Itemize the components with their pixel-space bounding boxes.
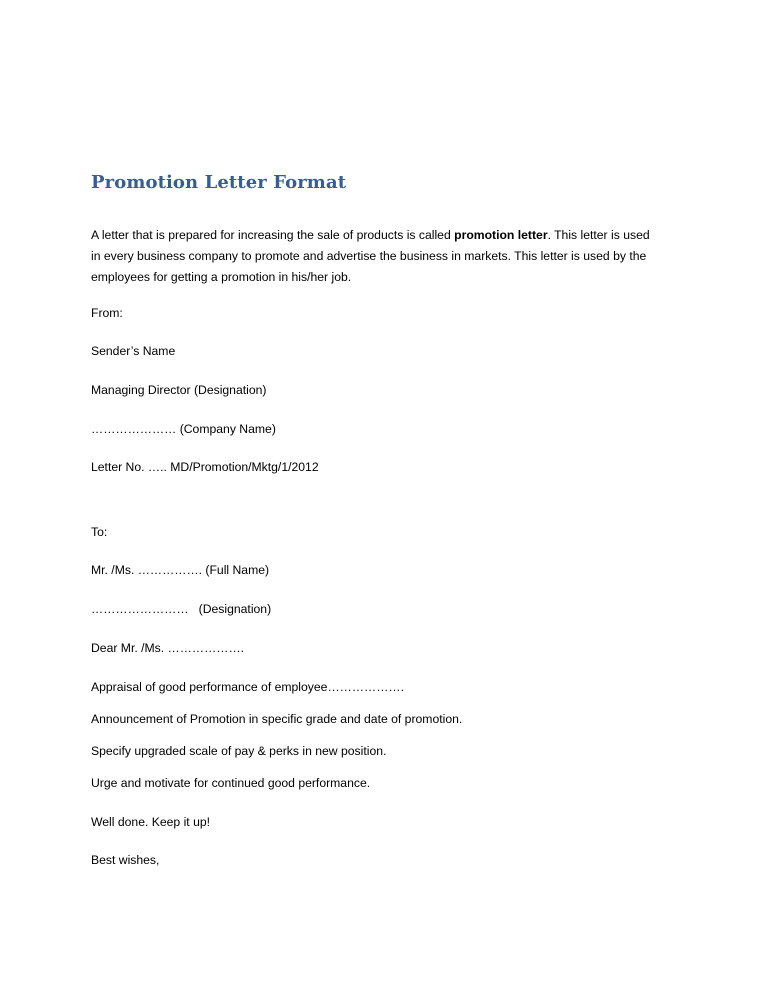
recipient-name: Mr. /Ms. ……………. (Full Name)	[91, 563, 270, 577]
sender-name: Sender’s Name	[91, 344, 176, 358]
sender-designation: Managing Director (Designation)	[91, 383, 267, 397]
letter-number: Letter No. ….. MD/Promotion/Mktg/1/2012	[91, 460, 319, 474]
to-label: To:	[91, 525, 108, 539]
intro-paragraph	[91, 225, 681, 288]
sign-off: Best wishes,	[91, 853, 160, 867]
intro-text: . This letter is used	[547, 228, 650, 242]
company-name: ………………… (Company Name)	[91, 422, 276, 436]
intro-line-3: employees for getting a promotion in his/her job.	[91, 270, 352, 284]
body-line: Appraisal of good performance of employee……………….	[91, 680, 404, 694]
from-label: From:	[91, 306, 123, 320]
intro-line-2: in every business company to promote and advertise the business in markets. This letter is used by the	[91, 249, 647, 263]
closing-line: Well done. Keep it up!	[91, 815, 211, 829]
body-line: Announcement of Promotion in specific grade and date of promotion.	[91, 712, 463, 726]
page-title: Promotion Letter Format	[91, 172, 347, 193]
body-line: Specify upgraded scale of pay & perks in new position.	[91, 744, 387, 758]
recipient-designation: …………………… (Designation)	[91, 602, 272, 616]
body-line: Urge and motivate for continued good performance.	[91, 776, 371, 790]
intro-line-1	[91, 225, 681, 246]
intro-bold-term: promotion letter	[454, 228, 548, 242]
salutation: Dear Mr. /Ms. ……………….	[91, 641, 245, 655]
intro-text: A letter that is prepared for increasing the sale of products is called	[91, 228, 455, 242]
